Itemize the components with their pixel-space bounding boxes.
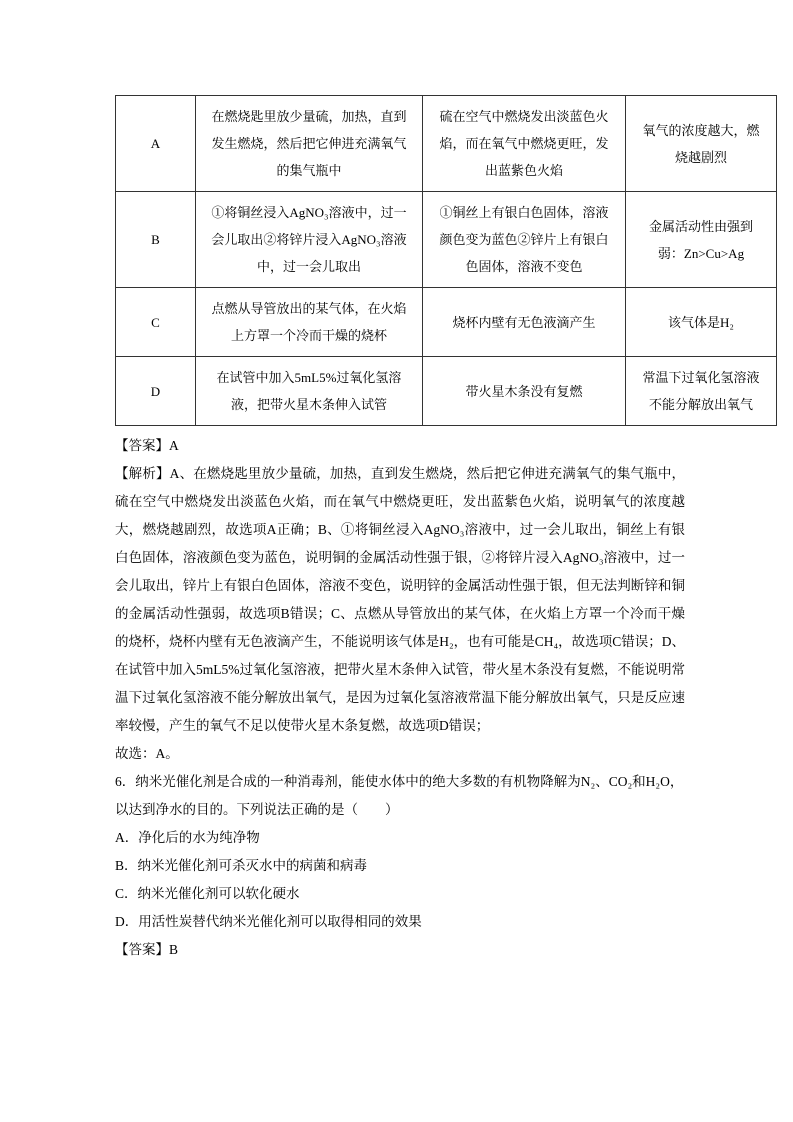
conclusion-cell: 金属活动性由强到弱：Zn>Cu>Ag: [626, 192, 777, 288]
operation-cell: 在试管中加入5mL5%过氧化氢溶液，把带火星木条伸入试管: [196, 357, 423, 426]
option-c: C．纳米光催化剂可以软化硬水: [115, 886, 300, 901]
operation-cell: 在燃烧匙里放少量硫，加热，直到发生燃烧，然后把它伸进充满氧气的集气瓶中: [196, 96, 423, 192]
answer-line-second: [115, 936, 685, 964]
phenomenon-cell: 硫在空气中燃烧发出淡蓝色火焰，而在氧气中燃烧更旺，发出蓝紫色火焰: [423, 96, 626, 192]
conclusion-line: 故选：A。: [115, 746, 179, 761]
question-stem: 6．纳米光催化剂是合成的一种消毒剂，能使水体中的绝大多数的有机物降解为N₂、CO₂和H₂O，以达到净水的目的。下列说法正确的是（ ）: [115, 774, 684, 817]
analysis-paragraph: [115, 460, 685, 740]
phenomenon-cell: ①铜丝上有银白色固体，溶液颜色变为蓝色②锌片上有银白色固体，溶液不变色: [423, 192, 626, 288]
option-a: A．净化后的水为纯净物: [115, 830, 260, 845]
option-d: D．用活性炭替代纳米光催化剂可以取得相同的效果: [115, 914, 422, 929]
analysis-text: A、在燃烧匙里放少量硫，加热，直到发生燃烧，然后把它伸进充满氧气的集气瓶中，硫在空气中燃烧发出淡蓝色火焰，而在氧气中燃烧更旺，发出蓝紫色火焰，说明氧气的浓度越大，燃烧越剧烈，故选项A正确；B、①将铜丝浸入AgNO₃溶液中，过一会儿取出，铜丝上有银白色固体，溶液颜色变为蓝色，说明铜的金属活动性强于银，②将锌片浸入AgNO₃溶液中，过一会儿取出，锌片上有银白色固体，溶液不变色，说明锌的金属活动性强于银，但无法判断锌和铜的金属活动性强弱，故选项B错误；C、点燃从导管放出的某气体，在火焰上方罩一个冷而干燥的烧杯，烧杯内壁有无色液滴产生，不能说明该气体是H₂，也有可能是CH₄，故选项C错误；D、在试管中加入5mL5%过氧化氢溶液，把带火星木条伸入试管，带火星木条没有复燃，不能说明常温下过氧化氢溶液不能分解放出氧气，是因为过氧化氢溶液常温下能分解放出氧气，只是反应速率较慢，产生的氧气不足以使带火星木条复燃，故选项D错误；: [115, 466, 686, 733]
table-row: [116, 357, 777, 426]
row-label-cell: D: [116, 357, 196, 426]
option-b: B．纳米光催化剂可杀灭水中的病菌和病毒: [115, 858, 368, 873]
table-row: [116, 192, 777, 288]
answer-label: 【答案】: [115, 438, 169, 453]
answer-label: 【答案】: [115, 942, 169, 957]
conclusion-cell: 常温下过氧化氢溶液不能分解放出氧气: [626, 357, 777, 426]
operation-cell: 点燃从导管放出的某气体，在火焰上方罩一个冷而干燥的烧杯: [196, 288, 423, 357]
document-body: [115, 432, 685, 964]
phenomenon-cell: 烧杯内壁有无色液滴产生: [423, 288, 626, 357]
table-row: [116, 96, 777, 192]
conclusion-cell: 该气体是H₂: [626, 288, 777, 357]
answer-value: B: [169, 942, 179, 957]
row-label-cell: C: [116, 288, 196, 357]
answer-value: A: [169, 438, 179, 453]
operation-cell: ①将铜丝浸入AgNO₃溶液中，过一会儿取出②将锌片浸入AgNO₃溶液中，过一会儿取出: [196, 192, 423, 288]
analysis-label: 【解析】: [115, 466, 170, 481]
answer-line-first: [115, 432, 685, 460]
conclusion-cell: 氧气的浓度越大，燃烧越剧烈: [626, 96, 777, 192]
experiment-table: [115, 95, 777, 426]
table-row: [116, 288, 777, 357]
phenomenon-cell: 带火星木条没有复燃: [423, 357, 626, 426]
row-label-cell: B: [116, 192, 196, 288]
row-label-cell: A: [116, 96, 196, 192]
